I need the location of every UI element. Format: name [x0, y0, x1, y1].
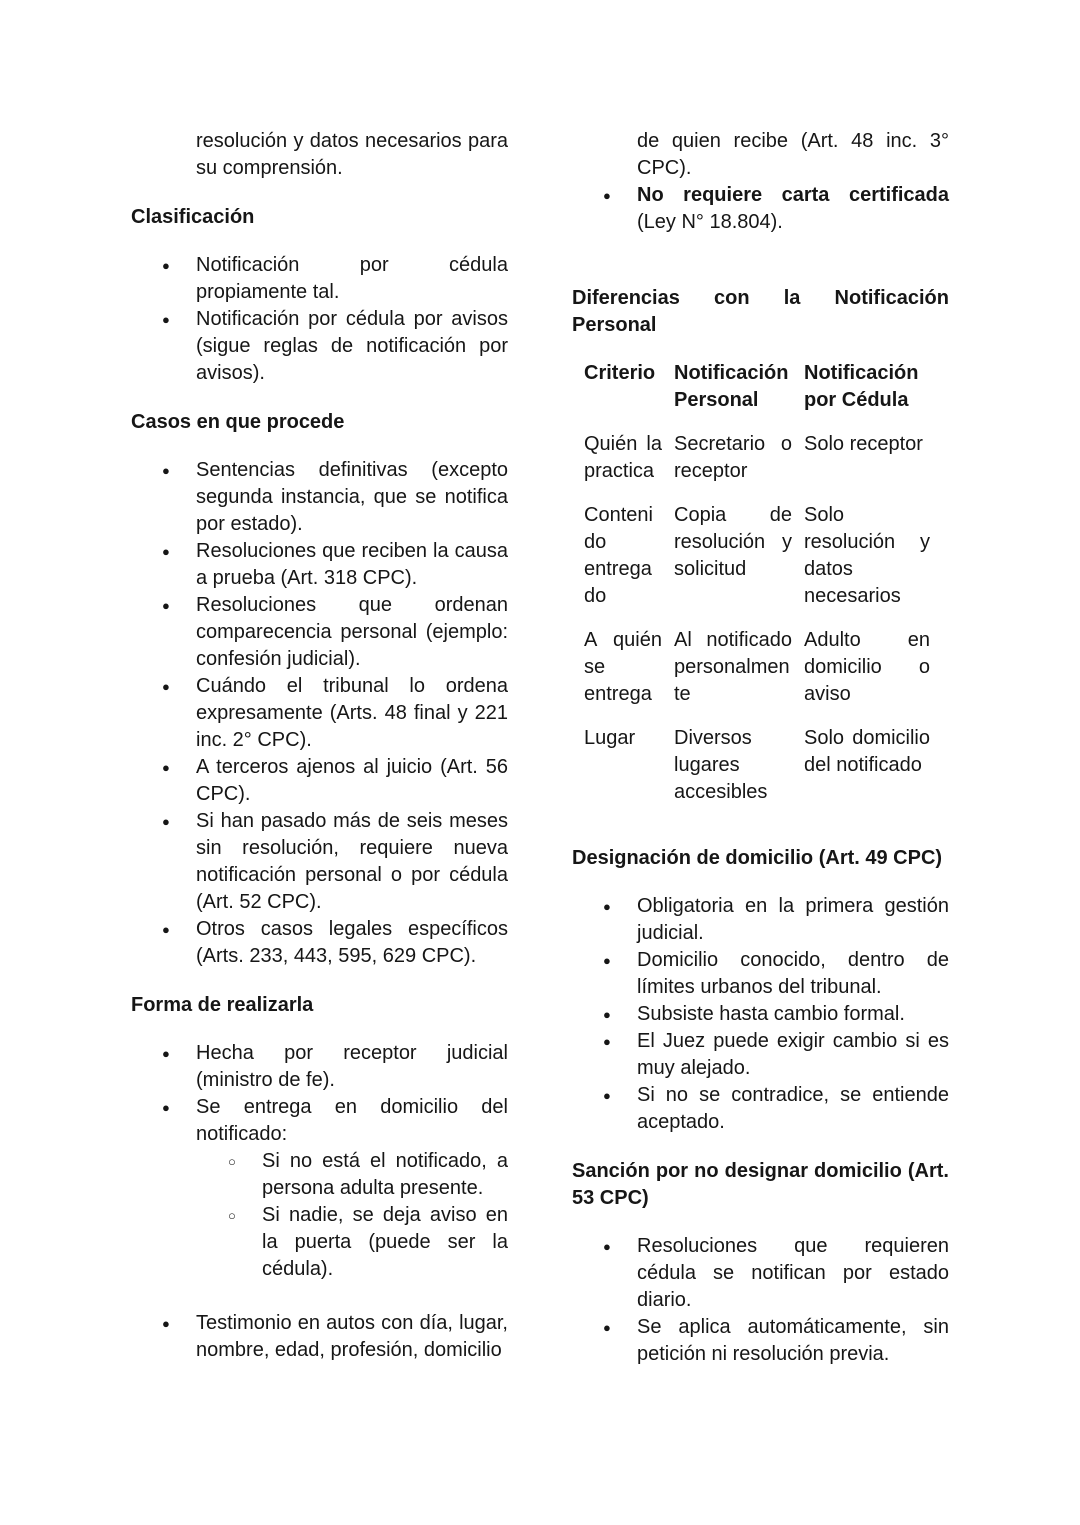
list-item-text: Obligatoria en la primera gestión judicial. — [637, 895, 949, 944]
circle-bullet-icon: ○ — [228, 1208, 236, 1223]
bullet-icon: ● — [603, 1320, 611, 1335]
table-header-row — [572, 360, 930, 431]
list-item-text: Resoluciones que requieren cédula se notifican por estado diario. — [637, 1235, 949, 1311]
paragraph-continuation: de quien recibe (Art. 48 inc. 3° CPC). — [637, 130, 949, 179]
list-item — [131, 1310, 508, 1364]
bullet-list-casos — [131, 457, 508, 970]
bullet-icon: ● — [162, 1100, 170, 1115]
table-cell: Adulto en domicilio o aviso — [804, 629, 930, 705]
table-cell: Quién la practica — [584, 433, 662, 482]
list-item-text: Domicilio conocido, dentro de límites urbanos del tribunal. — [637, 949, 949, 998]
bullet-icon: ● — [162, 544, 170, 559]
list-item — [131, 754, 508, 808]
bullet-icon: ● — [162, 1316, 170, 1331]
list-item-text: Subsiste hasta cambio formal. — [637, 1003, 905, 1025]
table-cell: Lugar — [584, 727, 636, 749]
bullet-icon: ● — [603, 1239, 611, 1254]
bullet-icon: ● — [603, 1007, 611, 1022]
bullet-icon: ● — [603, 899, 611, 914]
bullet-list-forma — [131, 1040, 508, 1364]
list-item-text: Resoluciones que ordenan comparecencia personal (ejemplo: confesión judicial). — [196, 594, 508, 670]
list-item — [572, 1082, 949, 1136]
sub-list-item-text: Si nadie, se deja aviso en la puerta (puede ser la cédula). — [262, 1204, 508, 1280]
bullet-list-sancion — [572, 1233, 949, 1368]
bullet-icon: ● — [162, 679, 170, 694]
list-item — [572, 1314, 949, 1368]
table-cell: Solo resolución y datos necesarios — [804, 504, 930, 607]
table-row — [572, 502, 930, 627]
list-item-text: Se aplica automáticamente, sin petición ni resolución previa. — [637, 1316, 949, 1365]
table-cell: Secretario o receptor — [674, 433, 792, 482]
list-item-text: Resoluciones que reciben la causa a prueba (Art. 318 CPC). — [196, 540, 508, 589]
list-item — [131, 916, 508, 970]
bullet-icon: ● — [603, 188, 611, 203]
bullet-icon: ● — [162, 760, 170, 775]
sub-list-item — [131, 1202, 508, 1283]
list-item — [131, 457, 508, 538]
list-item — [572, 1028, 949, 1082]
section-heading-sancion: Sanción por no designar domicilio (Art. 53 CPC) — [572, 1160, 949, 1209]
list-item — [131, 1040, 508, 1094]
list-item-text: Cuándo el tribunal lo ordena expresamente (Arts. 48 final y 221 inc. 2° CPC). — [196, 675, 508, 751]
list-item — [131, 306, 508, 387]
section-heading-designacion: Designación de domicilio (Art. 49 CPC) — [572, 847, 943, 869]
table-header-cell: Notificación Personal — [674, 362, 789, 411]
section-heading-diferencias: Diferencias con la Notificación Personal — [572, 287, 949, 336]
circle-bullet-icon: ○ — [228, 1154, 236, 1169]
list-item-text — [637, 184, 949, 233]
list-item-text: Hecha por receptor judicial (ministro de fe). — [196, 1042, 508, 1091]
table-header-cell: Notificación por Cédula — [804, 362, 919, 411]
list-item-text: Si han pasado más de seis meses sin resolución, requiere nueva notificación personal o por cédula (Art. 52 CPC). — [196, 810, 508, 913]
sub-list-item — [131, 1148, 508, 1202]
bullet-list-designacion — [572, 893, 949, 1136]
list-item-text: Se entrega en domicilio del notificado: — [196, 1096, 508, 1145]
table-cell: Diversos lugares accesibles — [674, 727, 768, 803]
list-item — [572, 1001, 949, 1028]
bullet-list-intro — [572, 182, 949, 236]
list-item-text: Otros casos legales específicos (Arts. 233, 443, 595, 629 CPC). — [196, 918, 508, 967]
paragraph-continuation: resolución y datos necesarios para su comprensión. — [196, 130, 508, 179]
list-item — [131, 538, 508, 592]
bullet-icon: ● — [162, 1046, 170, 1061]
table-cell: Solo receptor — [804, 433, 923, 455]
list-item-text: Notificación por cédula propiamente tal. — [196, 254, 508, 303]
bold-text: No requiere carta certificada — [637, 184, 949, 206]
bullet-icon: ● — [162, 258, 170, 273]
list-item — [572, 182, 949, 236]
bullet-list-clasificacion — [131, 252, 508, 387]
list-item-text: Notificación por cédula por avisos (sigue reglas de notificación por avisos). — [196, 308, 508, 384]
list-item — [572, 893, 949, 947]
bullet-icon: ● — [162, 463, 170, 478]
bullet-icon: ● — [603, 1034, 611, 1049]
bullet-icon: ● — [162, 814, 170, 829]
table-cell: A quién se entrega — [584, 629, 662, 705]
list-item — [572, 1233, 949, 1314]
comparison-table — [572, 360, 930, 823]
table-row — [572, 431, 930, 502]
list-item-text: Sentencias definitivas (excepto segunda instancia, que se notifica por estado). — [196, 459, 508, 535]
list-item — [131, 1094, 508, 1148]
list-item-text: Si no se contradice, se entiende aceptado. — [637, 1084, 949, 1133]
table-cell: Al notificado personalmente — [674, 629, 792, 705]
bullet-icon: ● — [162, 598, 170, 613]
section-heading-casos: Casos en que procede — [131, 411, 345, 433]
list-item-text: Testimonio en autos con día, lugar, nombre, edad, profesión, domicilio — [196, 1312, 508, 1361]
bullet-icon: ● — [162, 312, 170, 327]
list-item — [131, 808, 508, 916]
list-item-text: A terceros ajenos al juicio (Art. 56 CPC). — [196, 756, 508, 805]
regular-text: (Ley N° 18.804). — [637, 211, 783, 233]
bullet-icon: ● — [162, 922, 170, 937]
left-column — [131, 128, 508, 1525]
list-item-text: El Juez puede exigir cambio si es muy alejado. — [637, 1030, 949, 1079]
bullet-icon: ● — [603, 953, 611, 968]
table-cell: Contenido entregado — [584, 504, 653, 607]
list-item — [131, 252, 508, 306]
table-cell: Copia de resolución y solicitud — [674, 504, 792, 580]
table-header-cell: Criterio — [584, 362, 656, 384]
list-item — [131, 673, 508, 754]
table-row — [572, 725, 930, 823]
table-cell: Solo domicilio del notificado — [804, 727, 930, 776]
bullet-icon: ● — [603, 1088, 611, 1103]
table-row — [572, 627, 930, 725]
right-column — [572, 128, 949, 1525]
section-heading-clasificacion: Clasificación — [131, 206, 255, 228]
section-heading-forma: Forma de realizarla — [131, 994, 314, 1016]
sub-list-item-text: Si no está el notificado, a persona adulta presente. — [262, 1150, 508, 1199]
list-item — [131, 592, 508, 673]
list-item — [572, 947, 949, 1001]
